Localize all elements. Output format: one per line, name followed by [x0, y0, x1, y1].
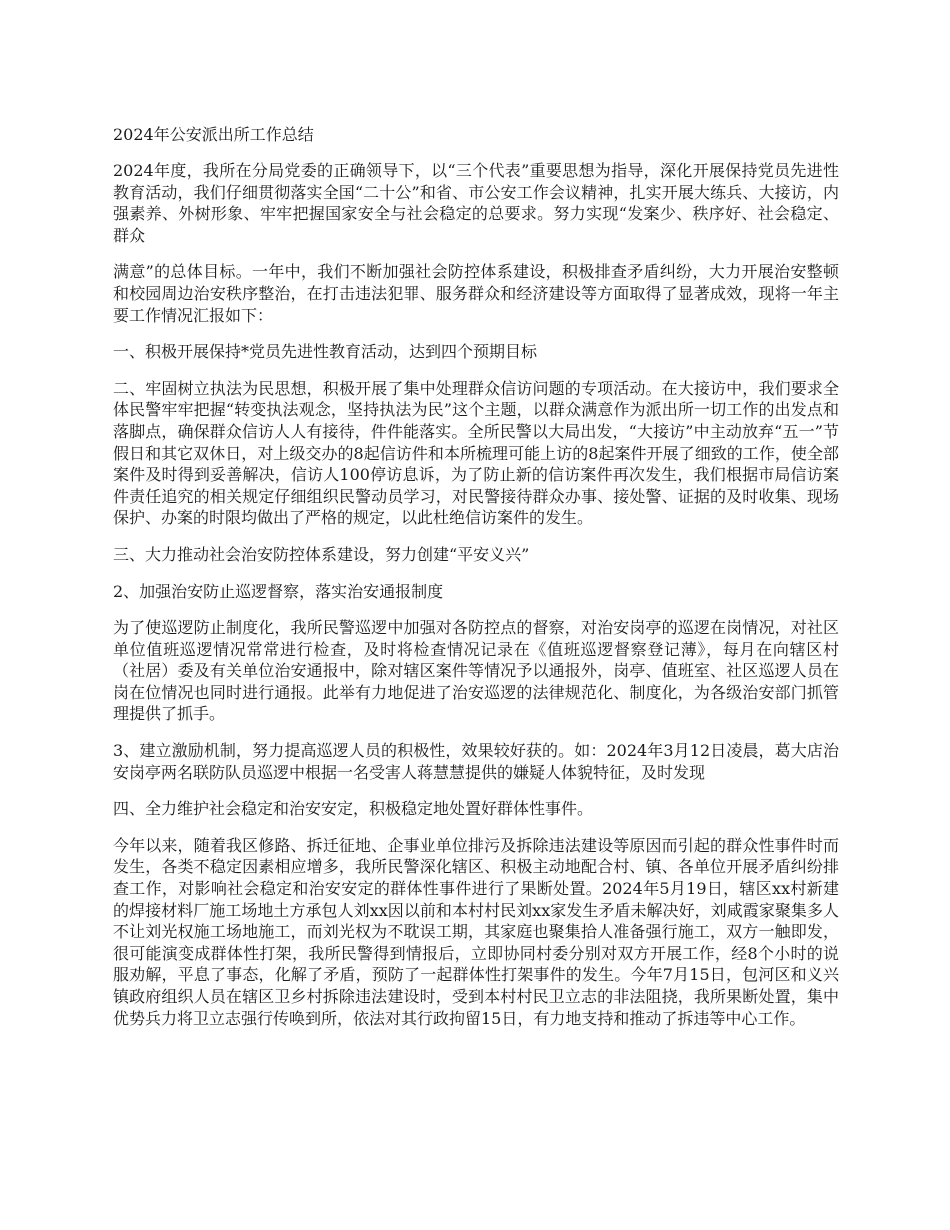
- section-heading-four: 四、全力维护社会稳定和治安安定，积极稳定地处置好群体性事件。: [113, 799, 594, 819]
- document-page: [113, 124, 839, 1044]
- document-title: 2024年公安派出所工作总结: [113, 125, 314, 144]
- paragraph-incentive: 3、建立激励机制，努力提高巡逻人员的积极性，效果较好获的。如：2024年3月12日凌晨，葛大店治安岗亭两名联防队员巡逻中根据一名受害人蒋慧慧提供的嫌疑人体貌特征，及时发现: [113, 741, 839, 782]
- paragraph-section-two: 二、牢固树立执法为民思想，积极开展了集中处理群众信访问题的专项活动。在大接访中，我们要求全体民警牢牢把握“转变执法观念，坚持执法为民”这个主题，以群众满意作为派出所一切工作的出发点和落脚点，确保群众信访人人有接待，件件能落实。全所民警以大局出发，“大接访”中主动放弃“五一”节假日和其它双休日，对上级交办的8起信访件和本所梳理可能上访的8起案件开展了细致的工作，使全部案件及时得到妥善解决，信访人100停访息诉，为了防止新的信访案件再次发生，我们根据市局信访案件责任追究的相关规定仔细组织民警动员学习，对民警接待群众办事、接处警、证据的及时收集、现场保护、办案的时限均做出了严格的规定，以此杜绝信访案件的发生。: [113, 378, 839, 528]
- subheading-patrol: 2、加强治安防止巡逻督察，落实治安通报制度: [113, 581, 444, 601]
- paragraph-goal: 满意”的总体目标。一年中，我们不断加强社会防控体系建设，积极排查矛盾纠纷，大力开展治安整顿和校园周边治安秩序整治，在打击违法犯罪、服务群众和经济建设等方面取得了显著成效，现将一年主要工作情况汇报如下：: [113, 262, 839, 325]
- section-heading-three: 三、大力推动社会治安防控体系建设，努力创建“平安义兴”: [113, 544, 530, 564]
- paragraph-intro: 2024年度，我所在分局党委的正确领导下，以“三个代表”重要思想为指导，深化开展保持党员先进性教育活动，我们仔细贯彻落实全国“二十公”和省、市公安工作会议精神，扎实开展大练兵、大接访，内强素养、外树形象、牢牢把握国家安全与社会稳定的总要求。努力实现“发案少、秩序好、社会稳定、群众: [113, 161, 839, 245]
- section-heading-one: 一、积极开展保持*党员先进性教育活动，达到四个预期目标: [113, 342, 538, 362]
- paragraph-stability: 今年以来，随着我区修路、拆迁征地、企事业单位排污及拆除违法建设等原因而引起的群众性事件时而发生，各类不稳定因素相应增多，我所民警深化辖区、积极主动地配合村、镇、各单位开展矛盾纠纷排查工作，对影响社会稳定和治安安定的群体性事件进行了果断处置。2024年5月19日，辖区xx村新建的焊接材料厂施工场地土方承包人刘xx因以前和本村村民刘xx家发生矛盾未解决好，刘咸霞家聚集多人不让刘光权施工场地施工，而刘光权为不耽误工期，其家庭也聚集拾人准备强行施工，双方一触即发，很可能演变成群体性打架，我所民警得到情报后，立即协同村委分别对双方开展工作，经8个小时的说服劝解，平息了事态，化解了矛盾，预防了一起群体性打架事件的发生。今年7月15日，包河区和义兴镇政府组织人员在辖区卫乡村拆除违法建设时，受到本村村民卫立志的非法阻挠，我所果断处置，集中优势兵力将卫立志强行传唤到所，依法对其行政拘留15日，有力地支持和推动了拆违等中心工作。: [113, 835, 839, 1028]
- paragraph-patrol: 为了使巡逻防止制度化，我所民警巡逻中加强对各防控点的督察，对治安岗亭的巡逻在岗情况，对社区单位值班巡逻情况常常进行检查，及时将检查情况记录在《值班巡逻督察登记薄》，每月在向辖区村（社居）委及有关单位治安通报中，除对辖区案件等情况予以通报外，岗亭、值班室、社区巡逻人员在岗在位情况也同时进行通报。此举有力地促进了治安巡逻的法律规范化、制度化，为各级治安部门抓管理提供了抓手。: [113, 618, 839, 724]
